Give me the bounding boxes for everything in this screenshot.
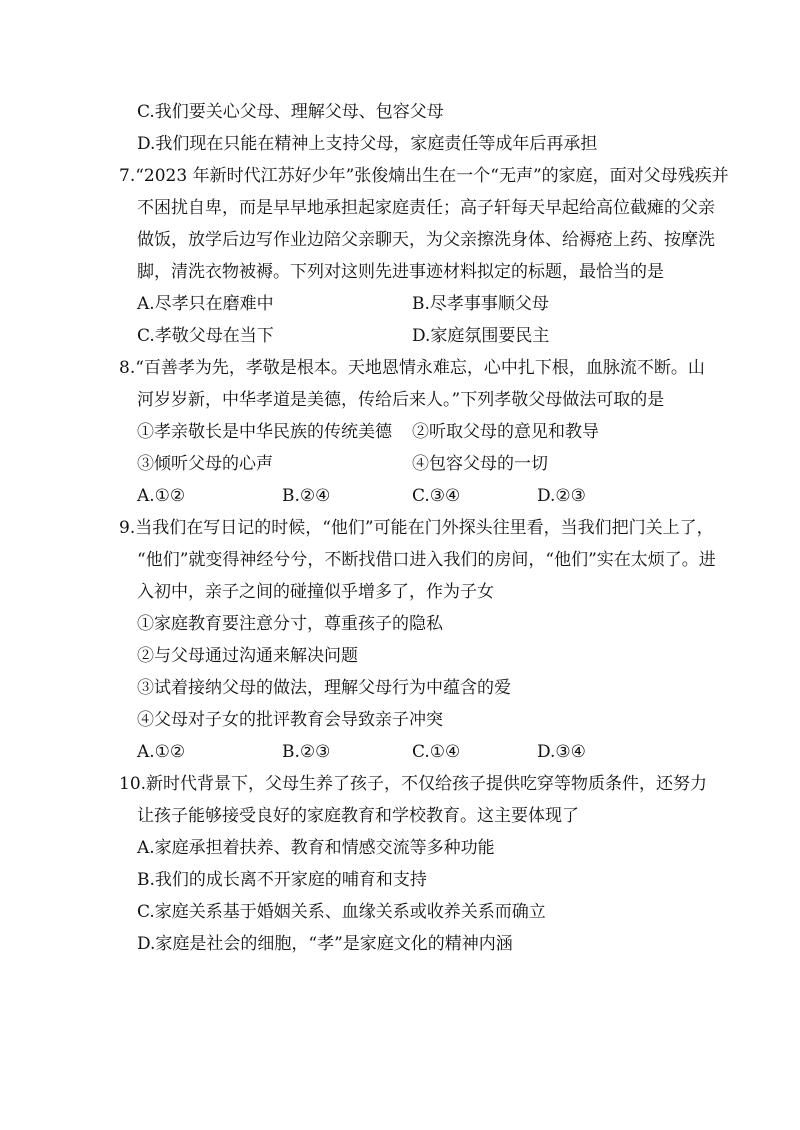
- option-d: D.我们现在只能在精神上支持父母，家庭责任等成年后再承担: [137, 134, 598, 154]
- question-10-option-d: D.家庭是社会的细胞，“孝”是家庭文化的精神内涵: [137, 934, 513, 954]
- question-9-option-d: D.③④: [537, 742, 586, 762]
- question-9-statement-2: ②与父母通过沟通来解决问题: [137, 646, 358, 666]
- question-7-stem-line-2: 不困扰自卑，而是早早地承担起家庭责任；高子轩每天早起给高位截瘫的父亲: [137, 198, 715, 218]
- question-7-stem-line-3: 做饭，放学后边写作业边陪父亲聊天，为父亲擦洗身体、给褥疮上药、按摩洗: [137, 230, 715, 250]
- question-8-statement-3: ③倾听父母的心声: [137, 454, 273, 474]
- question-8-statement-2: ②听取父母的意见和教导: [412, 422, 599, 442]
- question-10-option-c: C.家庭关系基于婚姻关系、血缘关系或收养关系而确立: [137, 902, 546, 922]
- question-7-option-c: C.孝敬父母在当下: [137, 326, 274, 346]
- question-7-option-d: D.家庭氛围要民主: [412, 326, 550, 346]
- question-9-option-b: B.②③: [282, 742, 331, 762]
- question-8-statement-4: ④包容父母的一切: [412, 454, 548, 474]
- question-7-option-b: B.尽孝事事顺父母: [412, 294, 549, 314]
- question-9-statement-4: ④父母对子女的批评教育会导致亲子冲突: [137, 710, 443, 730]
- question-9-statement-3: ③试着接纳父母的做法，理解父母行为中蕴含的爱: [137, 678, 511, 698]
- question-7-stem-line-4: 脚，清洗衣物被褥。下列对这则先进事迹材料拟定的标题，最恰当的是: [137, 262, 664, 282]
- question-10-option-a: A.家庭承担着扶养、教育和情感交流等多种功能: [137, 838, 495, 858]
- question-8-option-b: B.②④: [282, 486, 331, 506]
- question-8-stem-line-1: 8.“百善孝为先，孝敬是根本。天地恩情永难忘，心中扎下根，血脉流不断。山: [119, 358, 705, 378]
- question-9-statement-1: ①家庭教育要注意分寸，尊重孩子的隐私: [137, 614, 443, 634]
- question-9-option-c: C.①④: [412, 742, 461, 762]
- question-9-stem-line-1: 9.当我们在写日记的时候，“他们”可能在门外探头往里看，当我们把门关上了，: [119, 518, 714, 538]
- question-7-stem-line-1: 7.“2023 年新时代江苏好少年”张俊煵出生在一个“无声”的家庭，面对父母残疾并: [119, 166, 729, 186]
- question-8-stem-line-2: 河岁岁新，中华孝道是美德，传给后来人。”下列孝敬父母做法可取的是: [137, 390, 665, 410]
- question-9-option-a: A.①②: [137, 742, 186, 762]
- question-10-stem-line-1: 10.新时代背景下，父母生养了孩子，不仅给孩子提供吃穿等物质条件，还努力: [119, 774, 708, 794]
- question-7-option-a: A.尽孝只在磨难中: [137, 294, 274, 314]
- question-9-stem-line-2: “他们”就变得神经兮兮，不断找借口进入我们的房间，“他们”实在太烦了。进: [137, 550, 716, 570]
- question-10-option-b: B.我们的成长离不开家庭的哺育和支持: [137, 870, 427, 890]
- option-c: C.我们要关心父母、理解父母、包容父母: [137, 102, 444, 122]
- question-10-stem-line-2: 让孩子能够接受良好的家庭教育和学校教育。这主要体现了: [137, 806, 579, 826]
- question-8-option-a: A.①②: [137, 486, 186, 506]
- question-9-stem-line-3: 入初中，亲子之间的碰撞似乎增多了，作为子女: [137, 582, 494, 602]
- question-8-option-c: C.③④: [412, 486, 461, 506]
- question-8-option-d: D.②③: [537, 486, 586, 506]
- question-8-statement-1: ①孝亲敬长是中华民族的传统美德: [137, 422, 392, 442]
